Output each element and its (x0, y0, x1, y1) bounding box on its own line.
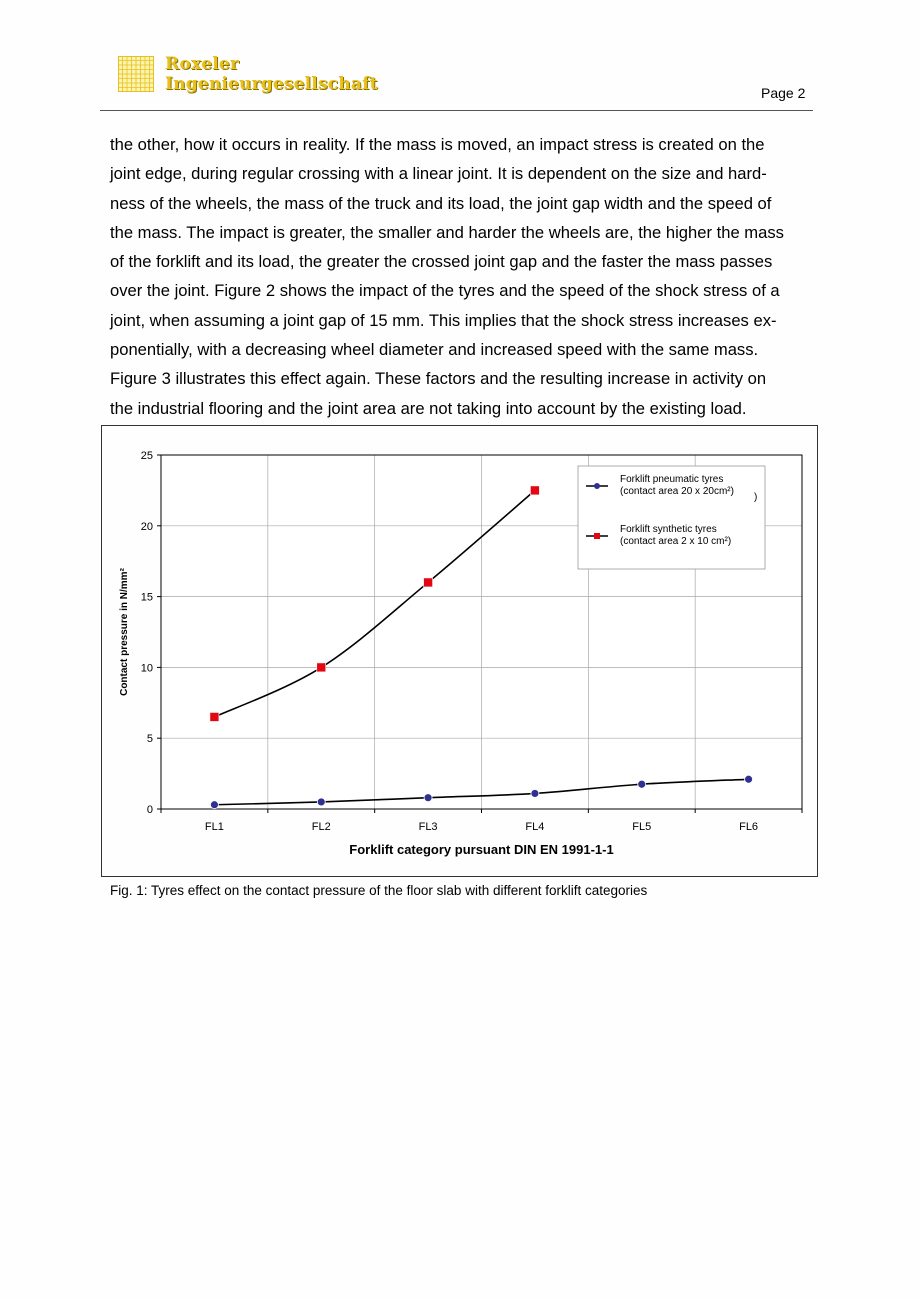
data-point-circle (210, 801, 218, 809)
data-point-circle (745, 775, 753, 783)
body-line: of the forklift and its load, the greater the crossed joint gap and the faster the mass passes (110, 252, 773, 272)
legend-label-detail: (contact area 20 x 20cm²) (620, 486, 734, 497)
legend-marker-circle (594, 483, 600, 489)
data-point-square (530, 486, 539, 495)
x-axis-label: Forklift category pursuant DIN EN 1991-1-1 (349, 842, 614, 857)
y-tick-label: 0 (146, 804, 153, 816)
y-tick-label: 10 (140, 662, 153, 675)
body-line: joint edge, during regular crossing with a linear joint. It is dependent on the size and hard- (110, 164, 767, 184)
y-tick-label: 20 (140, 520, 153, 533)
page-number: Page 2 (761, 85, 806, 101)
y-tick-label: 15 (140, 591, 153, 604)
legend-label-detail: (contact area 2 x 10 cm²) (620, 536, 732, 547)
body-line: the other, how it occurs in reality. If the mass is moved, an impact stress is created on the (110, 135, 765, 154)
body-paragraph (110, 130, 820, 423)
body-line: ponentially, with a decreasing wheel diameter and increased speed with the same mass. (110, 340, 759, 360)
body-line: ness of the wheels, the mass of the truck and its load, the joint gap width and the speed of (110, 193, 772, 213)
x-tick-label: FL2 (311, 821, 331, 833)
data-point-circle (638, 780, 646, 788)
data-point-circle (317, 798, 325, 806)
figure-caption: Fig. 1: Tyres effect on the contact pressure of the floor slab with different forklift categories (110, 883, 648, 898)
body-line: over the joint. Figure 2 shows the impact of the tyres and the speed of the shock stress of a (110, 281, 780, 301)
contact-pressure-chart (102, 426, 819, 878)
body-line: the mass. The impact is greater, the smaller and harder the wheels are, the higher the mass (110, 222, 784, 242)
legend-extra-mark: ) (754, 492, 758, 503)
y-tick-label: 5 (146, 733, 153, 746)
body-line: Figure 3 illustrates this effect again. These factors and the resulting increase in activity on (110, 369, 767, 389)
legend-label: Forklift synthetic tyres (620, 524, 717, 535)
legend-marker-square (594, 533, 600, 539)
legend-label: Forklift pneumatic tyres (620, 474, 724, 485)
y-tick-label: 25 (140, 450, 153, 462)
data-point-square (424, 578, 433, 587)
company-name-line2: Ingenieurgesellschaft (165, 74, 378, 94)
x-tick-label: FL1 (204, 821, 224, 833)
y-axis-label: Contact pressure in N/mm² (119, 568, 130, 696)
data-point-circle (531, 789, 539, 797)
header-divider (100, 110, 813, 111)
company-name-line1: Roxeler (165, 54, 240, 74)
data-point-square (210, 712, 219, 721)
x-tick-label: FL5 (632, 821, 652, 833)
chart-frame (101, 425, 818, 877)
data-point-circle (424, 794, 432, 802)
grid-logo-icon (118, 56, 154, 92)
x-tick-label: FL6 (739, 821, 759, 833)
x-tick-label: FL4 (525, 821, 545, 833)
body-line: joint, when assuming a joint gap of 15 mm. This implies that the shock stress increases ex- (110, 310, 777, 330)
x-tick-label: FL3 (418, 821, 438, 833)
company-name (165, 54, 378, 94)
data-point-square (317, 663, 326, 672)
body-line: the industrial flooring and the joint area are not taking into account by the existing load. (110, 398, 747, 418)
